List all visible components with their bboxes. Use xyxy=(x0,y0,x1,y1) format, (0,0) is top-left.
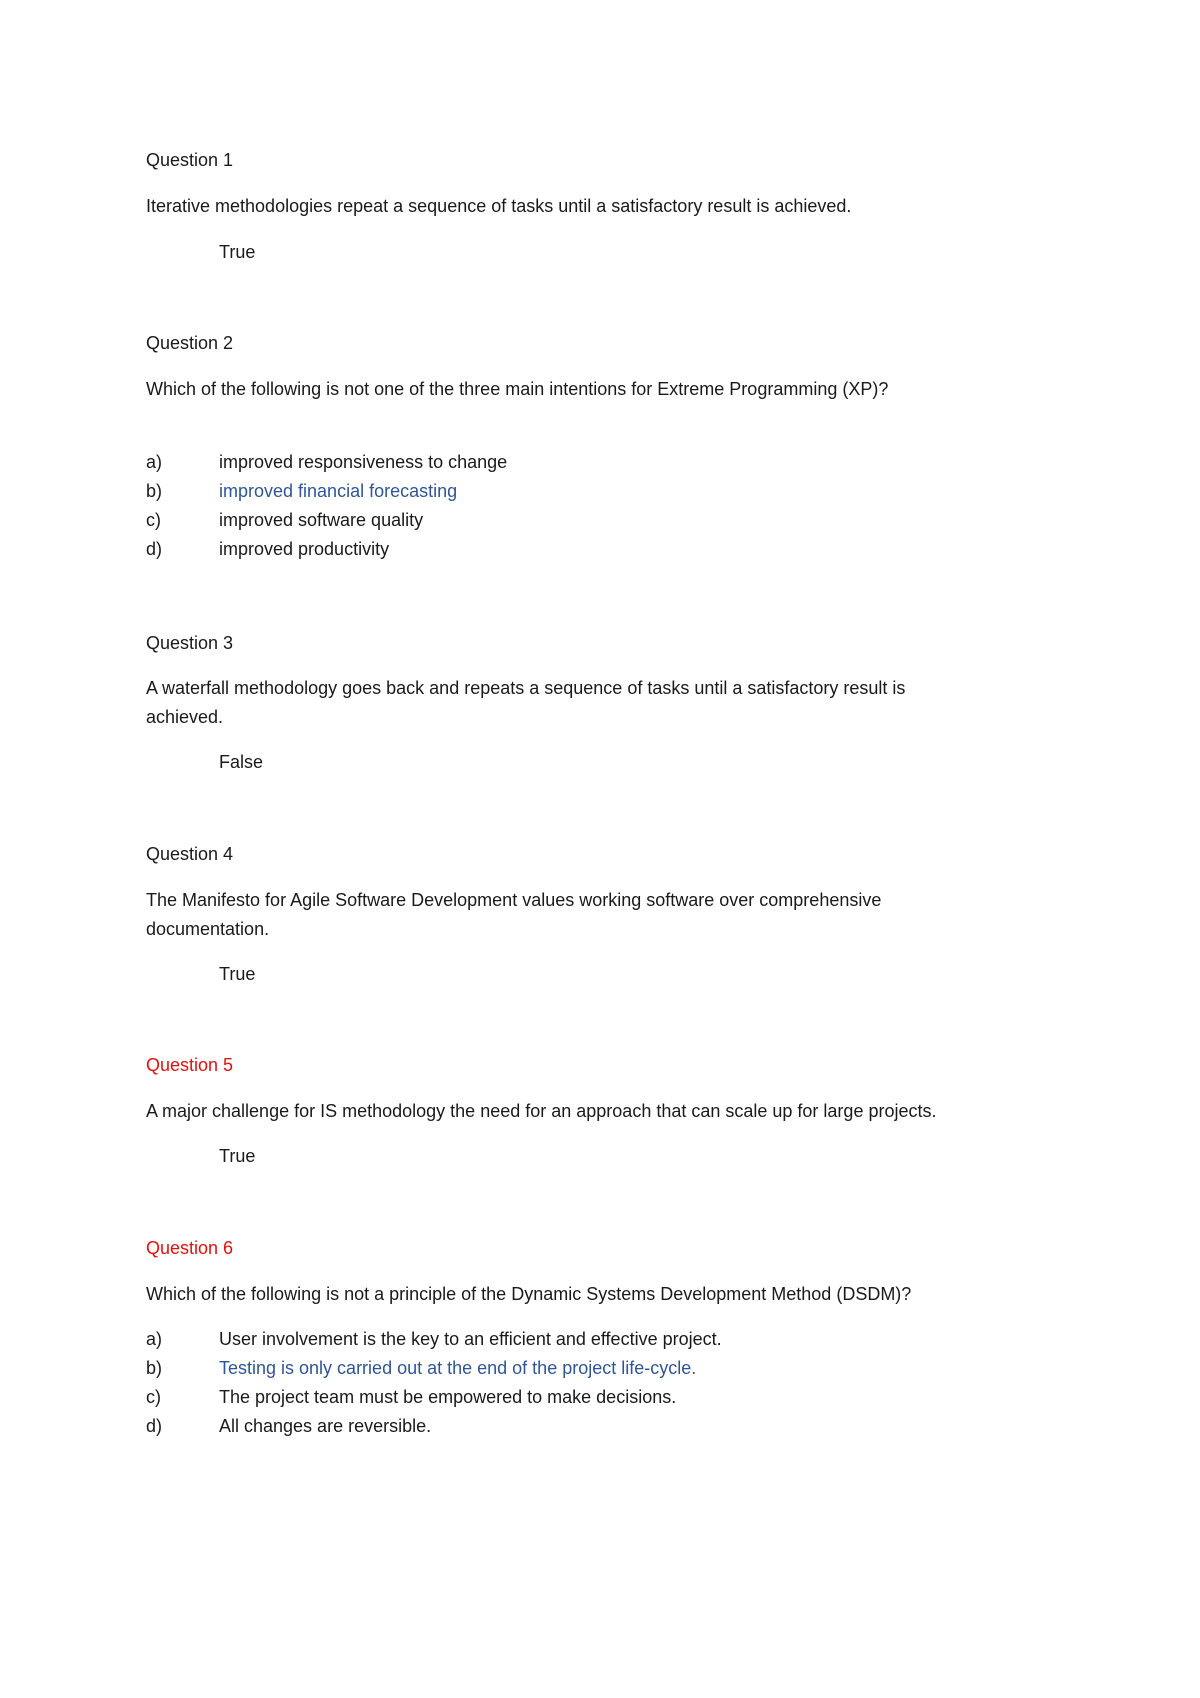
option-text: improved responsiveness to change xyxy=(219,452,508,472)
question-2-option-d xyxy=(146,538,389,560)
question-3-text-line-1: A waterfall methodology goes back and repeats a sequence of tasks until a satisfactory result is xyxy=(146,678,906,698)
option-letter: c) xyxy=(146,1387,161,1407)
option-text: improved software quality xyxy=(219,510,424,530)
question-1-answer: True xyxy=(219,242,256,262)
option-letter: b) xyxy=(146,481,163,501)
question-6-heading: Question 6 xyxy=(146,1238,234,1258)
option-letter: a) xyxy=(146,452,163,472)
question-5-text: A major challenge for IS methodology the need for an approach that can scale up for large projects. xyxy=(146,1101,937,1121)
option-text-highlighted: improved financial forecasting xyxy=(219,481,458,501)
question-1-heading: Question 1 xyxy=(146,150,234,170)
question-1-text: Iterative methodologies repeat a sequence of tasks until a satisfactory result is achieved. xyxy=(146,196,852,216)
question-3-heading: Question 3 xyxy=(146,633,234,653)
question-5-answer: True xyxy=(219,1146,256,1166)
option-text-highlighted: Testing is only carried out at the end of the project life-cycle. xyxy=(219,1358,697,1378)
question-2-heading: Question 2 xyxy=(146,333,234,353)
option-letter: d) xyxy=(146,1416,163,1436)
option-text: User involvement is the key to an efficient and effective project. xyxy=(219,1329,722,1349)
question-6-text: Which of the following is not a principle of the Dynamic Systems Development Method (DSDM)? xyxy=(146,1284,912,1304)
question-4-heading: Question 4 xyxy=(146,844,234,864)
option-text: improved productivity xyxy=(219,539,390,559)
question-2-option-b xyxy=(146,480,457,502)
question-6-option-b xyxy=(146,1357,696,1379)
option-letter: b) xyxy=(146,1358,163,1378)
question-4-answer: True xyxy=(219,964,256,984)
option-text: The project team must be empowered to make decisions. xyxy=(219,1387,677,1407)
question-4-text-line-1: The Manifesto for Agile Software Development values working software over comprehensive xyxy=(146,890,882,910)
option-letter: c) xyxy=(146,510,161,530)
question-6-option-d xyxy=(146,1415,431,1437)
question-6-option-c xyxy=(146,1386,676,1408)
option-letter: d) xyxy=(146,539,163,559)
option-text: All changes are reversible. xyxy=(219,1416,432,1436)
question-3-text-line-2: achieved. xyxy=(146,707,224,727)
question-5-heading: Question 5 xyxy=(146,1055,234,1075)
question-2-option-a xyxy=(146,451,507,473)
option-letter: a) xyxy=(146,1329,163,1349)
question-3-answer: False xyxy=(219,752,264,772)
question-2-option-c xyxy=(146,509,423,531)
question-2-text: Which of the following is not one of the three main intentions for Extreme Programming (XP)? xyxy=(146,379,889,399)
question-4-text-line-2: documentation. xyxy=(146,919,270,939)
question-6-option-a xyxy=(146,1328,722,1350)
